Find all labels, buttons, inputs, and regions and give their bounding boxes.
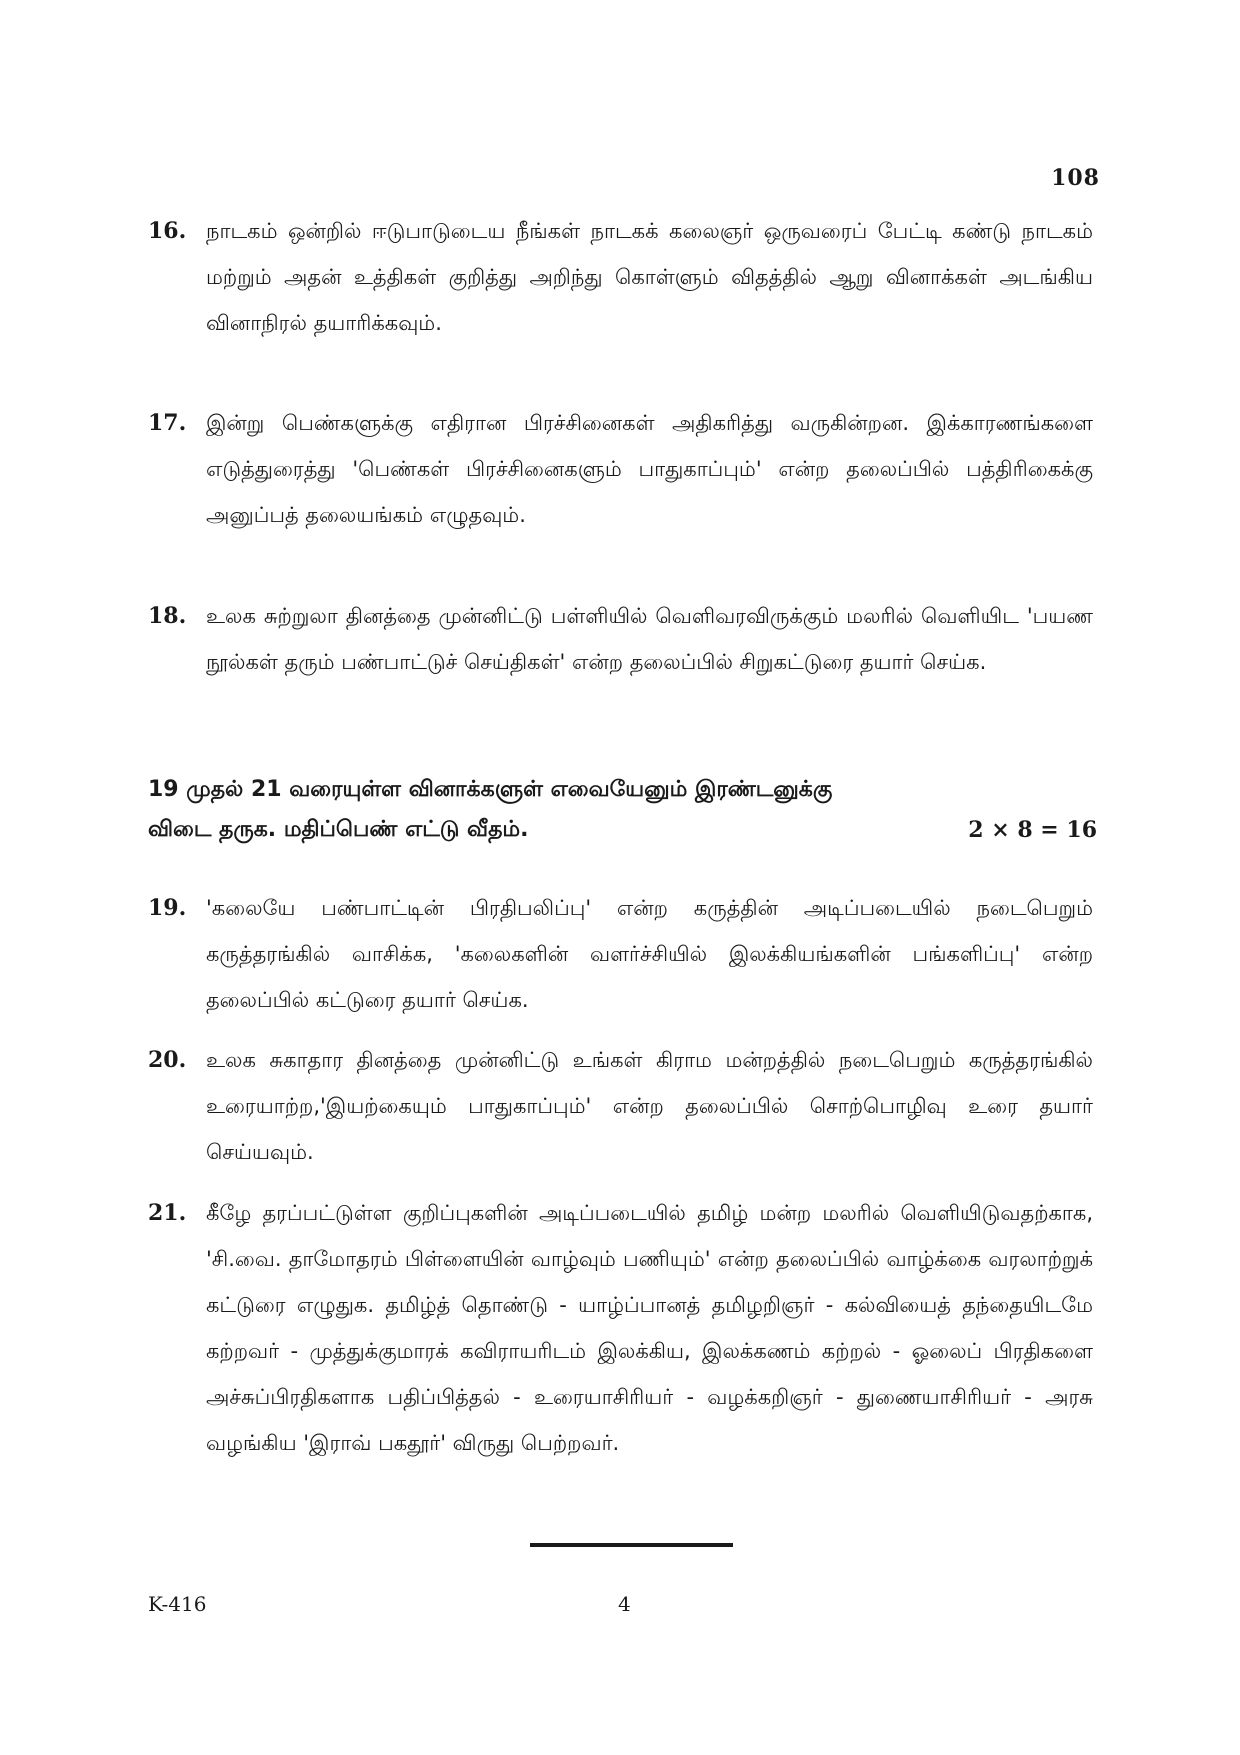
question-text: உலக சுகாதார தினத்தை முன்னிட்டு உங்கள் கிராம மன்றத்தில் நடைபெறும் கருத்தரங்கில் உரையாற்ற,'இயற்கையும் பாதுகாப்பும்' என்ற தலைப்பில் சொற்பொழிவு உரை தயார் செய்யவும்.: [206, 1048, 1093, 1164]
question-20: [148, 1037, 1093, 1175]
question-18: [148, 593, 1093, 685]
question-number: 17.: [148, 410, 187, 436]
section-marks: 2 × 8 = 16: [968, 817, 1097, 843]
question-text: 'கலையே பண்பாட்டின் பிரதிபலிப்பு' என்ற கருத்தின் அடிப்படையில் நடைபெறும் கருத்தரங்கில் வாசிக்க, 'கலைகளின் வளர்ச்சியில் இலக்கியங்களின் பங்களிப்பு' என்ற தலைப்பில் கட்டுரை தயார் செய்க.: [206, 896, 1093, 1012]
question-text: இன்று பெண்களுக்கு எதிரான பிரச்சினைகள் அதிகரித்து வருகின்றன. இக்காரணங்களை எடுத்துரைத்து 'பெண்கள் பிரச்சினைகளும் பாதுகாப்பும்' என்ற தலைப்பில் பத்திரிகைக்கு அனுப்பத் தலையங்கம் எழுதவும்.: [206, 411, 1093, 527]
question-number: 19.: [148, 895, 187, 921]
page-number: 4: [618, 1592, 631, 1616]
question-number: 20.: [148, 1047, 187, 1073]
question-number: 18.: [148, 603, 187, 629]
section-instruction-line-1: 19 முதல் 21 வரையுள்ள வினாக்களுள் எவையேனும் இரண்டனுக்கு: [148, 777, 833, 802]
question-21: [148, 1190, 1093, 1466]
question-number: 16.: [148, 218, 187, 244]
end-rule: [530, 1543, 733, 1547]
section-instruction-line-2: விடை தருக. மதிப்பெண் எட்டு வீதம்.: [148, 817, 529, 842]
paper-code: 108: [1051, 165, 1100, 191]
question-text: நாடகம் ஒன்றில் ஈடுபாடுடைய நீங்கள் நாடகக் கலைஞர் ஒருவரைப் பேட்டி கண்டு நாடகம் மற்றும் அதன் உத்திகள் குறித்து அறிந்து கொள்ளும் விதத்தில் ஆறு வினாக்கள் அடங்கிய வினாநிரல் தயாரிக்கவும்.: [206, 219, 1093, 335]
question-19: [148, 885, 1093, 1023]
question-text: கீழே தரப்பட்டுள்ள குறிப்புகளின் அடிப்படையில் தமிழ் மன்ற மலரில் வெளியிடுவதற்காக, 'சி.வை. தாமோதரம் பிள்ளையின் வாழ்வும் பணியும்' என்ற தலைப்பில் வாழ்க்கை வரலாற்றுக் கட்டுரை எழுதுக. தமிழ்த் தொண்டு - யாழ்ப்பானத் தமிழறிஞர் - கல்வியைத் தந்தையிடமே கற்றவர் - முத்துக்குமாரக் கவிராயரிடம் இலக்கிய, இலக்கணம் கற்றல் - ஓலைப் பிரதிகளை அச்சுப்பிரதிகளாக பதிப்பித்தல் - உரையாசிரியர் - வழக்கறிஞர் - துணையாசிரியர் - அரசு வழங்கிய 'இராவ் பகதூர்' விருது பெற்றவர்.: [206, 1201, 1093, 1455]
question-text: உலக சுற்றுலா தினத்தை முன்னிட்டு பள்ளியில் வெளிவரவிருக்கும் மலரில் வெளியிட 'பயண நூல்கள் தரும் பண்பாட்டுச் செய்திகள்' என்ற தலைப்பில் சிறுகட்டுரை தயார் செய்க.: [206, 604, 1093, 674]
section-instruction: [148, 770, 1097, 850]
question-16: [148, 208, 1093, 346]
question-17: [148, 400, 1093, 538]
footer-code: K-416: [148, 1592, 207, 1616]
question-number: 21.: [148, 1200, 187, 1226]
